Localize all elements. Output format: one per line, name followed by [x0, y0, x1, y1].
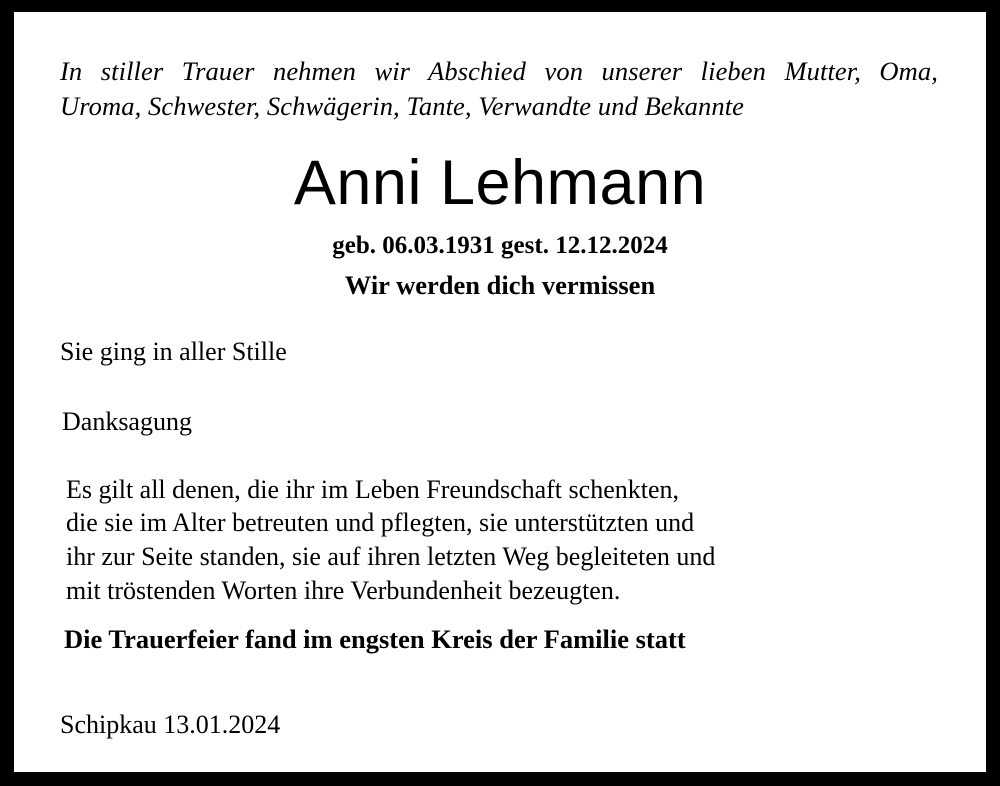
thanks-line-4: mit tröstenden Worten ihre Verbundenheit bezeugten. — [66, 576, 621, 606]
ceremony-note: Die Trauerfeier fand im engsten Kreis der Familie statt — [64, 623, 686, 654]
intro-line-1: In stiller Trauer nehmen wir Abschied von unserer lieben Mutter, Oma, — [60, 56, 938, 86]
place-and-date: Schipkau 13.01.2024 — [60, 710, 281, 740]
obituary-card — [14, 12, 986, 772]
thanks-heading: Danksagung — [62, 406, 192, 436]
intro-text — [60, 54, 938, 124]
quiet-passing-line: Sie ging in aller Stille — [60, 337, 287, 367]
thanks-line-3: ihr zur Seite standen, sie auf ihren letzten Weg begleiteten und — [66, 542, 716, 572]
deceased-name: Anni Lehmann — [293, 147, 707, 218]
birth-death-dates: geb. 06.03.1931 gest. 12.12.2024 — [332, 232, 668, 260]
farewell-line: Wir werden dich vermissen — [344, 270, 656, 301]
thanks-body — [58, 473, 942, 608]
intro-line-2: Uroma, Schwester, Schwägerin, Tante, Verwandte und Bekannte — [60, 90, 745, 121]
thanks-line-1: Es gilt all denen, die ihr im Leben Freundschaft schenkten, — [66, 474, 679, 504]
thanks-line-2: die sie im Alter betreuten und pflegten, sie unterstützten und — [66, 508, 695, 538]
